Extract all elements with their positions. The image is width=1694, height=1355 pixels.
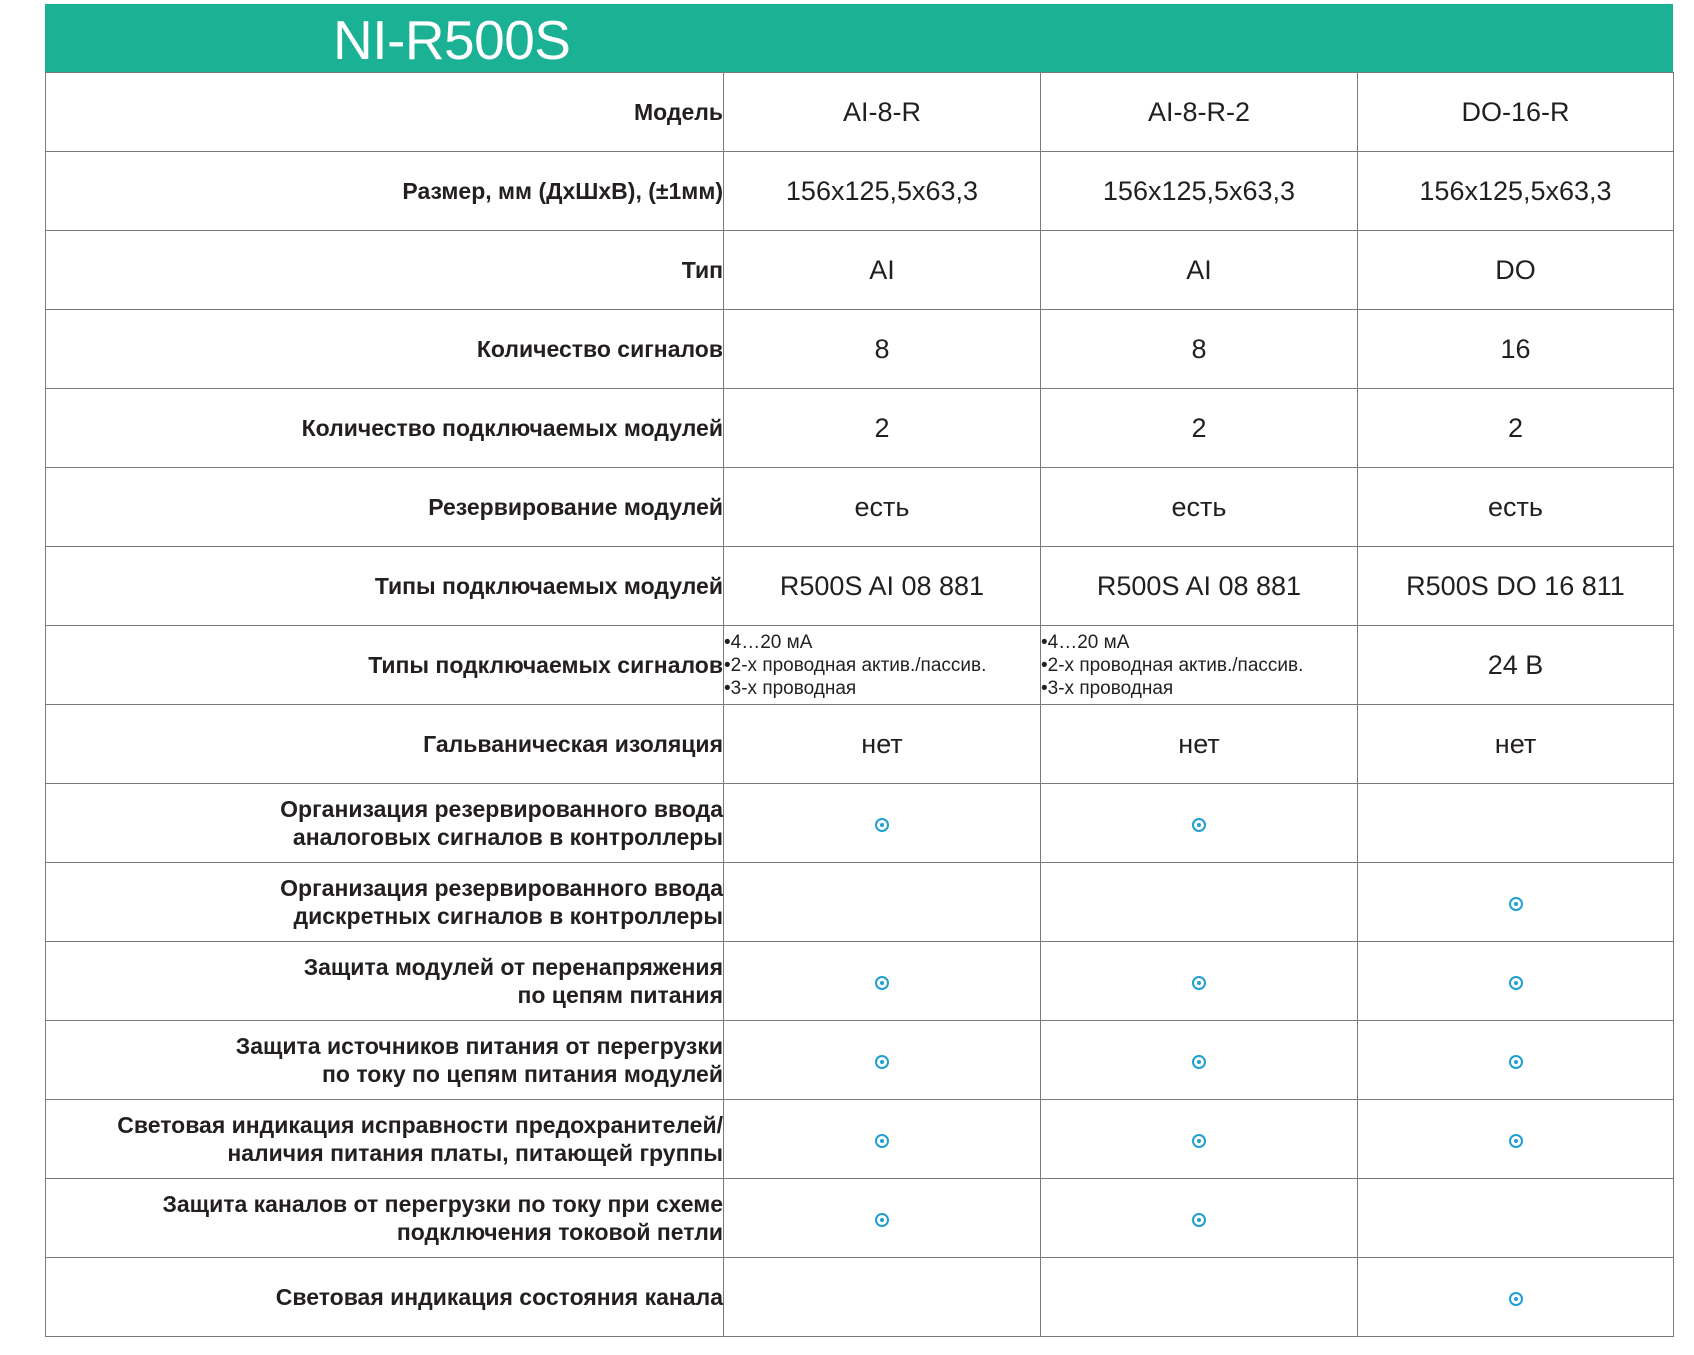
cell-value: 2 (1507, 412, 1524, 443)
row-label (46, 863, 724, 942)
value-cell (724, 784, 1041, 863)
value-cell (1041, 468, 1358, 547)
row-label-line: Типы подключаемых модулей (374, 573, 723, 599)
spec-table (45, 72, 1674, 1337)
feature-present-icon (1192, 976, 1206, 990)
signal-type-item: •2-х проводная актив./пассив. (724, 654, 987, 676)
value-cell (724, 863, 1041, 942)
row-label (46, 1100, 724, 1179)
value-cell (1358, 231, 1674, 310)
value-cell (1358, 942, 1674, 1021)
value-cell (724, 310, 1041, 389)
table-row (46, 784, 1674, 863)
value-cell (724, 626, 1041, 705)
signal-type-item: •3-х проводная (724, 677, 857, 699)
table-row (46, 1179, 1674, 1258)
cell-value: нет (861, 728, 903, 759)
table-row (46, 705, 1674, 784)
cell-value: 16 (1500, 333, 1531, 364)
row-label (46, 942, 724, 1021)
cell-value: 2 (874, 412, 890, 443)
row-label (46, 468, 724, 547)
cell-value: 156х125,5х63,3 (1419, 175, 1612, 206)
table-row (46, 547, 1674, 626)
value-cell (724, 1021, 1041, 1100)
row-label-line: аналоговых сигналов в контроллеры (292, 824, 723, 850)
value-cell (1041, 547, 1358, 626)
row-label-line: Резервирование модулей (428, 494, 723, 520)
cell-value: DO (1495, 254, 1536, 285)
feature-present-icon (875, 1055, 889, 1069)
value-cell (724, 1258, 1041, 1337)
row-label (46, 231, 724, 310)
cell-value: DO-16-R (1461, 96, 1570, 127)
feature-present-icon (1192, 1134, 1206, 1148)
cell-value: есть (854, 491, 910, 522)
cell-value: AI (1186, 254, 1212, 285)
table-row (46, 152, 1674, 231)
table-row (46, 942, 1674, 1021)
value-cell (1358, 784, 1674, 863)
cell-value: нет (1178, 728, 1220, 759)
value-cell (1358, 1021, 1674, 1100)
value-cell (1041, 784, 1358, 863)
value-cell (1358, 468, 1674, 547)
value-cell (724, 1100, 1041, 1179)
row-label-line: Световая индикация исправности предохранителей/ (117, 1112, 723, 1138)
value-cell (1041, 626, 1358, 705)
value-cell (1041, 705, 1358, 784)
value-cell (1358, 705, 1674, 784)
row-label-line: Организация резервированного ввода (280, 796, 723, 822)
row-label (46, 705, 724, 784)
row-label-line: Количество подключаемых модулей (301, 415, 723, 441)
feature-present-icon (1192, 818, 1206, 832)
table-row (46, 626, 1674, 705)
value-cell (1358, 863, 1674, 942)
feature-present-icon (1509, 1292, 1523, 1306)
value-cell (1041, 73, 1358, 152)
signal-type-item: •3-х проводная (1041, 677, 1174, 699)
cell-value: AI-8-R (842, 96, 921, 127)
cell-value: R500S DO 16 811 (1406, 570, 1625, 601)
row-label (46, 310, 724, 389)
value-cell (1041, 942, 1358, 1021)
value-cell (724, 942, 1041, 1021)
feature-present-icon (1509, 1055, 1523, 1069)
table-row (46, 1100, 1674, 1179)
row-label (46, 1179, 724, 1258)
row-label-line: дискретных сигналов в контроллеры (293, 903, 723, 929)
row-label-line: Типы подключаемых сигналов (368, 652, 723, 678)
value-cell (1041, 1179, 1358, 1258)
value-cell (1358, 547, 1674, 626)
value-cell (1358, 1179, 1674, 1258)
signal-type-item: •4…20 мА (724, 631, 813, 653)
cell-value: R500S AI 08 881 (779, 570, 985, 601)
table-row (46, 1258, 1674, 1337)
cell-value: 156х125,5х63,3 (1102, 175, 1296, 206)
value-cell (724, 705, 1041, 784)
feature-present-icon (875, 1213, 889, 1227)
value-cell (1041, 1100, 1358, 1179)
table-row (46, 310, 1674, 389)
value-cell (1358, 389, 1674, 468)
value-cell (1041, 231, 1358, 310)
cell-value: 2 (1191, 412, 1207, 443)
row-label (46, 547, 724, 626)
cell-value: 24 В (1487, 649, 1544, 680)
value-cell (724, 547, 1041, 626)
row-label-line: Защита модулей от перенапряжения (303, 954, 723, 980)
spec-table-body (46, 73, 1674, 1337)
table-row (46, 231, 1674, 310)
row-label-line: по току по цепям питания модулей (321, 1061, 723, 1087)
feature-present-icon (875, 818, 889, 832)
row-label-line: Защита каналов от перегрузки по току при схеме (162, 1191, 723, 1217)
value-cell (724, 389, 1041, 468)
cell-value: 8 (874, 333, 890, 364)
cell-value: 8 (1191, 333, 1207, 364)
row-label-line: Тип (681, 257, 723, 283)
table-row (46, 863, 1674, 942)
feature-present-icon (1509, 897, 1523, 911)
value-cell (1041, 863, 1358, 942)
value-cell (1358, 1258, 1674, 1337)
row-label (46, 1021, 724, 1100)
value-cell (1358, 1100, 1674, 1179)
feature-present-icon (1509, 1134, 1523, 1148)
row-label-line: наличия питания платы, питающей группы (227, 1140, 723, 1166)
value-cell (724, 468, 1041, 547)
value-cell (724, 152, 1041, 231)
row-label-line: Защита источников питания от перегрузки (235, 1033, 723, 1059)
cell-value: есть (1488, 491, 1543, 522)
row-label-line: подключения токовой петли (396, 1219, 723, 1245)
signal-type-item: •2-х проводная актив./пассив. (1041, 654, 1304, 676)
row-label-line: Организация резервированного ввода (280, 875, 723, 901)
row-label-line: Световая индикация состояния канала (275, 1284, 723, 1310)
row-label-line: Гальваническая изоляция (423, 731, 723, 757)
value-cell (1358, 626, 1674, 705)
spec-sheet (45, 4, 1673, 1337)
table-row (46, 73, 1674, 152)
row-label (46, 1258, 724, 1337)
row-label-line: Модель (633, 99, 723, 125)
value-cell (1041, 1021, 1358, 1100)
row-label (46, 626, 724, 705)
table-row (46, 1021, 1674, 1100)
value-cell (1041, 389, 1358, 468)
feature-present-icon (1192, 1213, 1206, 1227)
table-row (46, 468, 1674, 547)
value-cell (1041, 1258, 1358, 1337)
signal-type-item: •4…20 мА (1041, 631, 1130, 653)
feature-present-icon (875, 976, 889, 990)
feature-present-icon (1509, 976, 1523, 990)
value-cell (1358, 152, 1674, 231)
value-cell (724, 231, 1041, 310)
row-label (46, 152, 724, 231)
row-label-line: Количество сигналов (476, 336, 723, 362)
value-cell (1041, 310, 1358, 389)
cell-value: AI (869, 254, 895, 285)
value-cell (724, 1179, 1041, 1258)
title-banner (45, 4, 1673, 72)
row-label (46, 784, 724, 863)
value-cell (724, 73, 1041, 152)
cell-value: 156х125,5х63,3 (785, 175, 979, 206)
cell-value: есть (1171, 491, 1227, 522)
cell-value: нет (1494, 728, 1537, 759)
row-label (46, 73, 724, 152)
row-label-line: по цепям питания (517, 982, 723, 1008)
value-cell (1358, 310, 1674, 389)
page-title: NI-R500S (333, 9, 571, 71)
row-label (46, 389, 724, 468)
value-cell (1041, 152, 1358, 231)
cell-value: AI-8-R-2 (1147, 96, 1250, 127)
feature-present-icon (1192, 1055, 1206, 1069)
feature-present-icon (875, 1134, 889, 1148)
row-label-line: Размер, мм (ДхШхВ), (±1мм) (402, 178, 723, 204)
value-cell (1358, 73, 1674, 152)
cell-value: R500S AI 08 881 (1096, 570, 1302, 601)
table-row (46, 389, 1674, 468)
